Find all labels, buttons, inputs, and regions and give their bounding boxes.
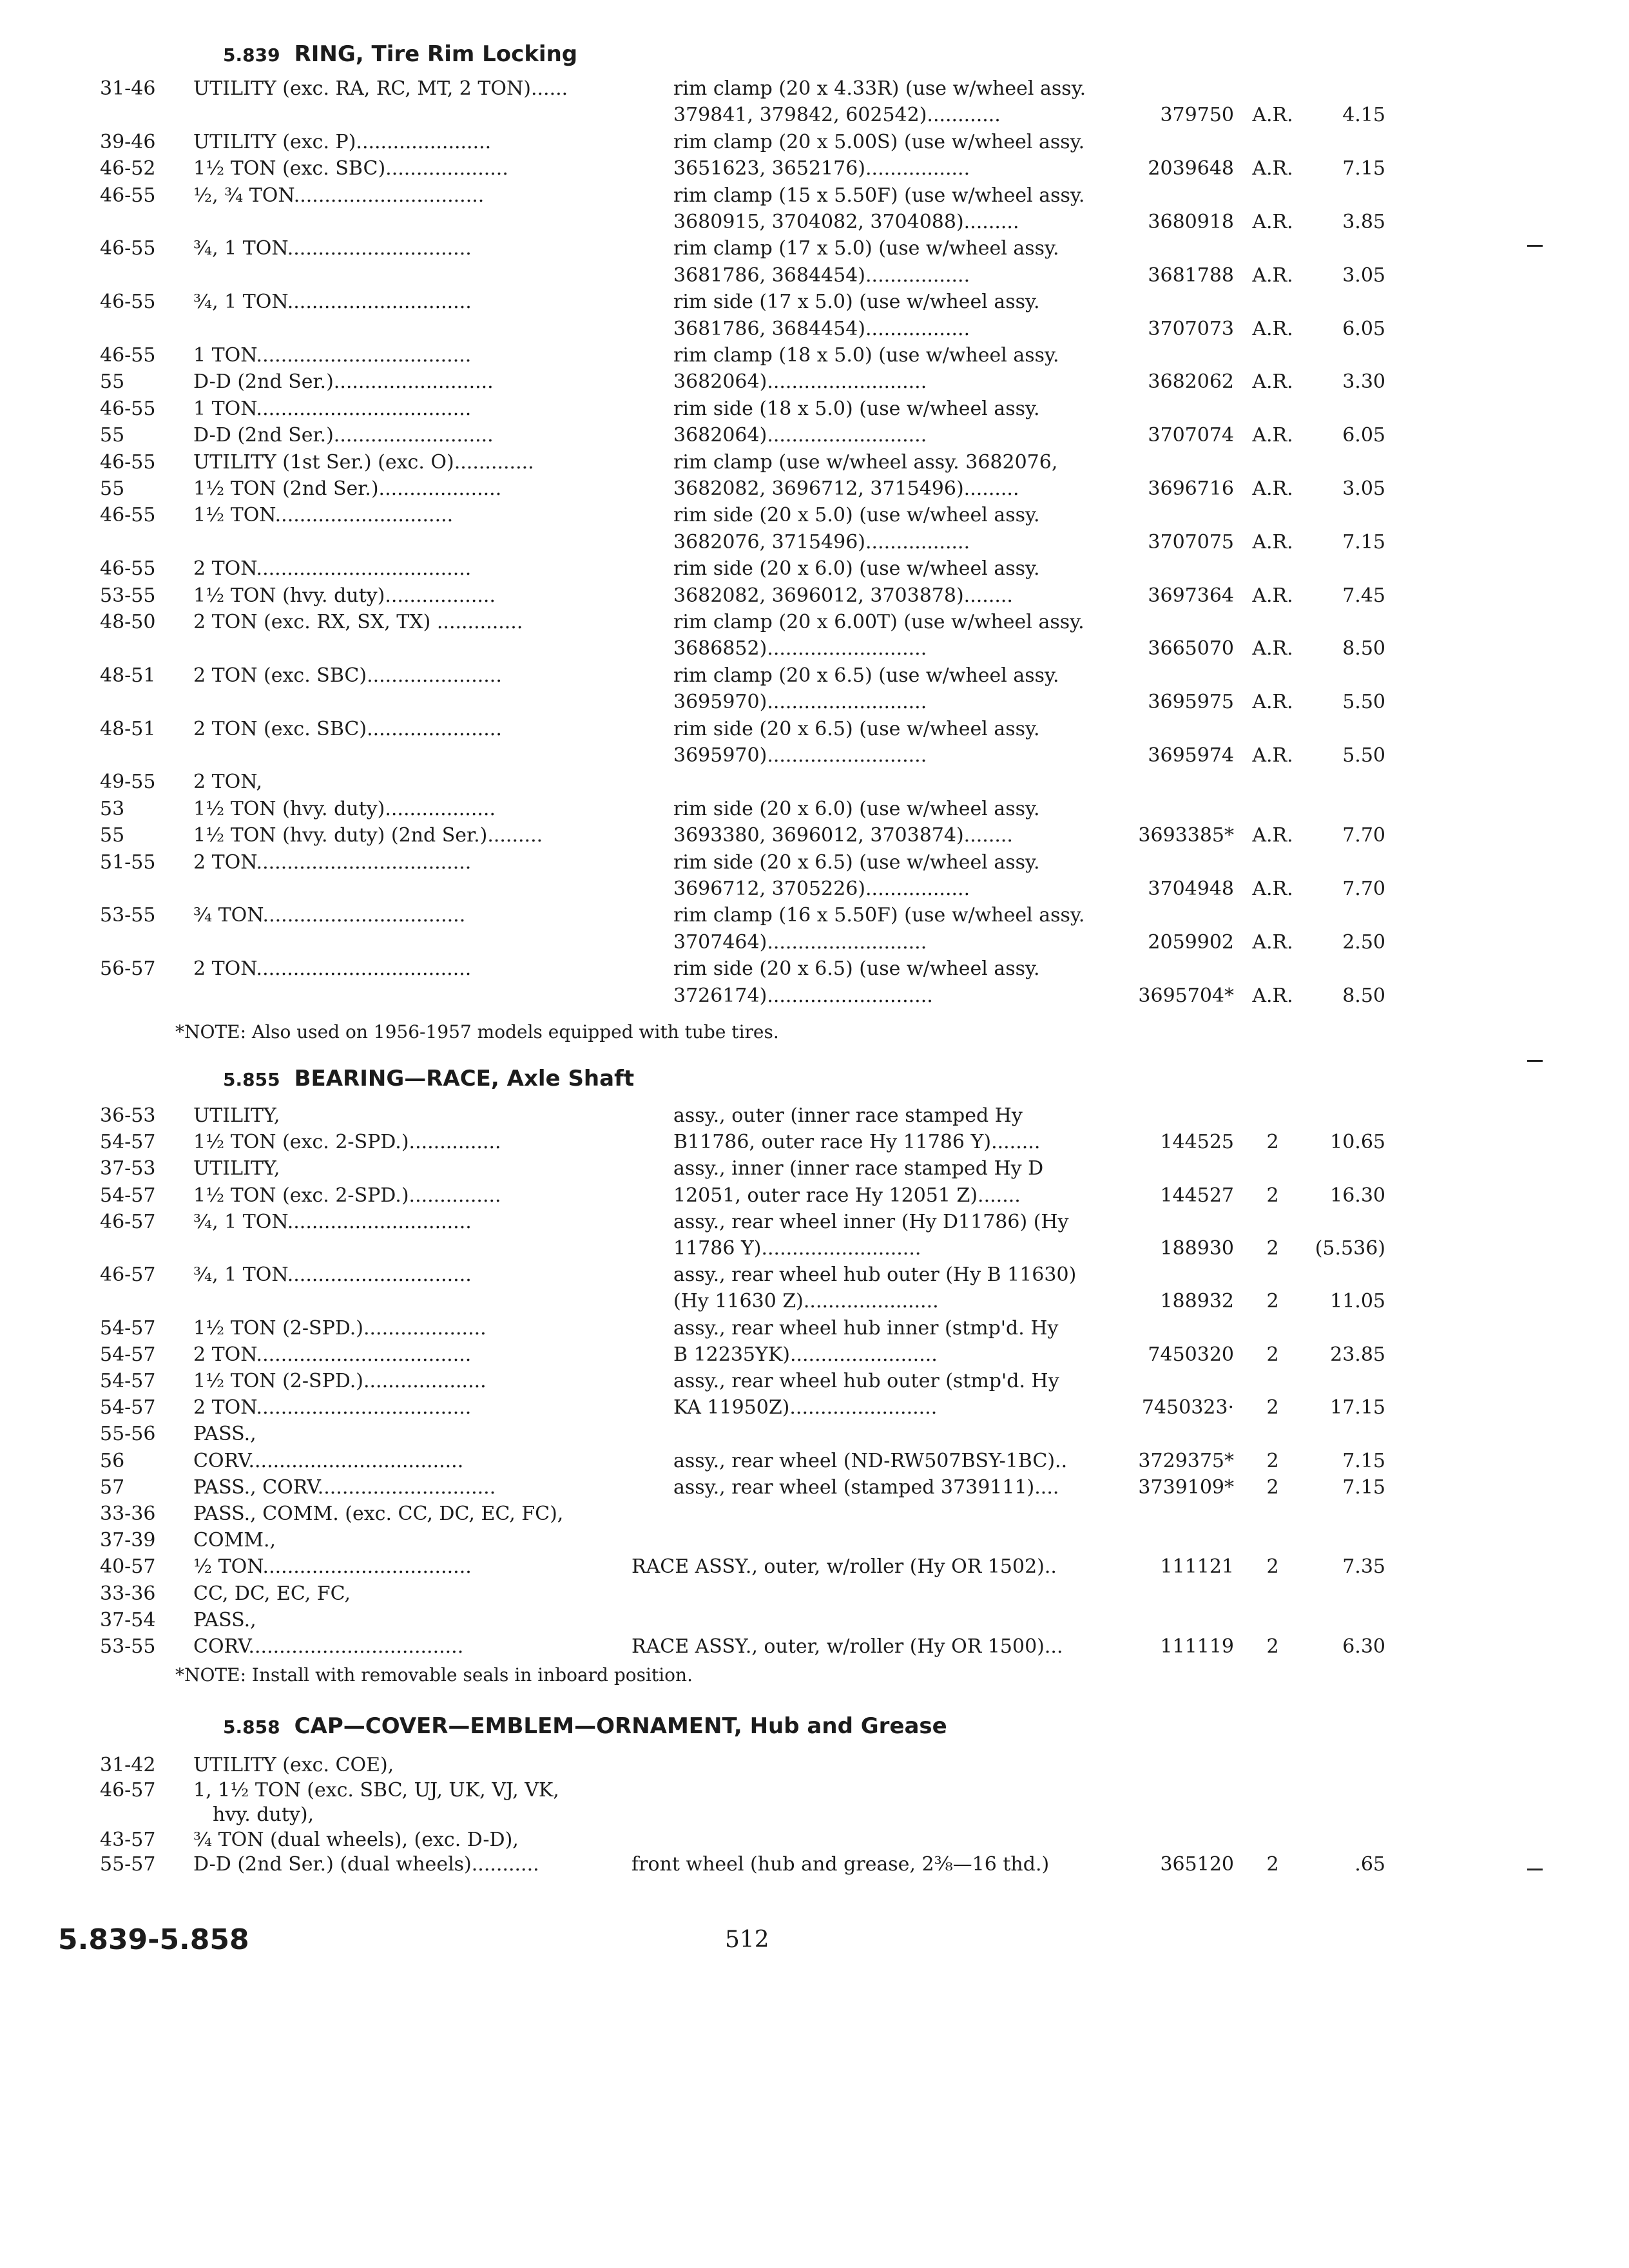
part-number: 188932 <box>1160 1290 1234 1313</box>
model-description: 2 TON................................... <box>193 957 472 981</box>
part-number: 111119 <box>1160 1635 1234 1658</box>
section-number: 5.855 <box>223 1069 280 1090</box>
model-years: 36-53 <box>100 1104 156 1127</box>
model-years: 31-42 <box>100 1754 156 1776</box>
quantity: A.R. <box>1252 104 1293 127</box>
model-years: 46-57 <box>100 1210 156 1233</box>
margin-tick-mark <box>1527 245 1543 247</box>
part-number: 3682062 <box>1148 370 1234 394</box>
part-description: rim clamp (use w/wheel assy. 3682076, <box>673 450 1058 474</box>
model-description: 2 TON................................... <box>193 1396 472 1419</box>
model-years: 55 <box>100 370 125 394</box>
model-years: 48-50 <box>100 611 156 633</box>
quantity: 2 <box>1266 1635 1279 1658</box>
quantity: A.R. <box>1252 317 1293 340</box>
model-description: 1½ TON (hvy. duty) (2nd Ser.)......... <box>193 824 543 847</box>
part-description: 3726174)........................... <box>673 984 933 1007</box>
margin-tick-mark <box>1527 1869 1543 1870</box>
model-description: ¾, 1 TON.............................. <box>193 1264 472 1287</box>
page-number: 512 <box>725 1927 769 1953</box>
model-description: D-D (2nd Ser.) (dual wheels)........... <box>193 1853 539 1876</box>
model-years: 54-57 <box>100 1316 156 1340</box>
part-description: assy., rear wheel hub outer (stmp'd. Hy <box>673 1370 1059 1392</box>
part-number: 3739109* <box>1138 1475 1234 1499</box>
quantity: A.R. <box>1252 584 1293 607</box>
model-description: 1 TON................................... <box>193 397 472 420</box>
part-description: rim clamp (17 x 5.0) (use w/wheel assy. <box>673 237 1059 260</box>
part-description: 379841, 379842, 602542)............ <box>673 104 1001 127</box>
part-description: 3680915, 3704082, 3704088)......... <box>673 211 1019 233</box>
part-description: assy., outer (inner race stamped Hy <box>673 1104 1023 1127</box>
quantity: 2 <box>1266 1184 1279 1207</box>
model-years: 48-51 <box>100 717 156 740</box>
quantity: A.R. <box>1252 530 1293 553</box>
model-years: 53-55 <box>100 584 156 607</box>
price: 3.05 <box>1342 477 1385 500</box>
section-number: 5.858 <box>223 1716 280 1738</box>
part-description: rim side (20 x 6.5) (use w/wheel assy. <box>673 717 1040 740</box>
part-number: 7450320 <box>1148 1343 1234 1366</box>
section-number: 5.839 <box>223 44 280 66</box>
price: 23.85 <box>1330 1343 1385 1366</box>
model-description: ¾ TON................................. <box>193 904 466 927</box>
model-description: UTILITY, <box>193 1157 280 1180</box>
model-description: CORV................................... <box>193 1635 464 1658</box>
model-description: 2 TON (exc. SBC)...................... <box>193 717 502 740</box>
model-years: 56 <box>100 1449 125 1472</box>
price: 3.30 <box>1342 370 1385 394</box>
model-description: ¾ TON (dual wheels), (exc. D-D), <box>193 1828 519 1851</box>
model-description: UTILITY (exc. COE), <box>193 1754 394 1776</box>
section-heading: BEARING—RACE, Axle Shaft <box>294 1066 635 1091</box>
price: 7.15 <box>1342 1449 1385 1472</box>
part-description: rim clamp (15 x 5.50F) (use w/wheel assy. <box>673 184 1085 207</box>
model-years: 46-55 <box>100 557 156 581</box>
part-number: 144527 <box>1160 1184 1234 1207</box>
model-description: 1½ TON (exc. SBC).................... <box>193 157 508 180</box>
part-number: 3665070 <box>1148 637 1234 660</box>
model-years: 54-57 <box>100 1343 156 1366</box>
part-description: rim side (18 x 5.0) (use w/wheel assy. <box>673 397 1040 420</box>
section-title <box>223 39 577 71</box>
part-number: 3729375* <box>1138 1449 1234 1472</box>
model-description: 1½ TON (2nd Ser.).................... <box>193 477 502 500</box>
model-description: D-D (2nd Ser.).......................... <box>193 370 494 394</box>
part-description: assy., rear wheel (stamped 3739111).... <box>673 1475 1059 1499</box>
part-number: 365120 <box>1160 1853 1234 1876</box>
part-number: 3707075 <box>1148 530 1234 553</box>
part-description: 3682082, 3696712, 3715496)......... <box>673 477 1019 500</box>
model-description: 1 TON................................... <box>193 344 472 367</box>
quantity: A.R. <box>1252 370 1293 394</box>
model-years: 46-55 <box>100 237 156 260</box>
model-years: 51-55 <box>100 850 156 874</box>
price: 7.15 <box>1342 157 1385 180</box>
model-description: UTILITY (exc. RA, RC, MT, 2 TON)...... <box>193 77 568 100</box>
model-years: 46-55 <box>100 397 156 420</box>
model-description: 2 TON (exc. RX, SX, TX) .............. <box>193 611 523 633</box>
quantity: 2 <box>1266 1853 1279 1876</box>
model-description: 1½ TON (exc. 2-SPD.)............... <box>193 1184 501 1207</box>
price: .65 <box>1354 1853 1385 1876</box>
model-years: 46-55 <box>100 504 156 527</box>
part-description: 3686852).......................... <box>673 637 927 660</box>
model-description: 2 TON (exc. SBC)...................... <box>193 664 502 687</box>
part-number: 3695975 <box>1148 691 1234 714</box>
model-description: CORV................................... <box>193 1449 464 1472</box>
model-years: 55 <box>100 824 125 847</box>
quantity: 2 <box>1266 1343 1279 1366</box>
quantity: A.R. <box>1252 424 1293 447</box>
model-years: 46-52 <box>100 157 156 180</box>
model-years: 55 <box>100 424 125 447</box>
part-description: rim clamp (20 x 5.00S) (use w/wheel assy. <box>673 130 1085 153</box>
model-description: 1, 1½ TON (exc. SBC, UJ, UK, VJ, VK, <box>193 1778 559 1802</box>
part-number: 3697364 <box>1148 584 1234 607</box>
price: 8.50 <box>1342 637 1385 660</box>
part-description: 3695970).......................... <box>673 691 927 714</box>
model-years: 43-57 <box>100 1828 156 1851</box>
model-years: 55-57 <box>100 1853 156 1876</box>
quantity: 2 <box>1266 1449 1279 1472</box>
part-number: 3696716 <box>1148 477 1234 500</box>
quantity: 2 <box>1266 1396 1279 1419</box>
model-years: 37-39 <box>100 1529 156 1552</box>
model-description: ¾, 1 TON.............................. <box>193 291 472 314</box>
model-years: 46-55 <box>100 450 156 474</box>
quantity: 2 <box>1266 1475 1279 1499</box>
model-years: 53-55 <box>100 1635 156 1658</box>
model-description: PASS., COMM. (exc. CC, DC, EC, FC), <box>193 1503 564 1525</box>
price: 7.35 <box>1342 1555 1385 1579</box>
part-number: 188930 <box>1160 1237 1234 1260</box>
model-description: 2 TON................................... <box>193 850 472 874</box>
price: 11.05 <box>1330 1290 1385 1313</box>
model-description: ½, ¾ TON............................... <box>193 184 485 207</box>
quantity: A.R. <box>1252 264 1293 287</box>
part-description: assy., rear wheel inner (Hy D11786) (Hy <box>673 1210 1069 1233</box>
model-years: 54-57 <box>100 1131 156 1154</box>
model-years: 40-57 <box>100 1555 156 1579</box>
part-number: 3681788 <box>1148 264 1234 287</box>
price: 4.15 <box>1342 104 1385 127</box>
model-years: 56-57 <box>100 957 156 981</box>
part-description: 3682064).......................... <box>673 424 927 447</box>
part-description: 12051, outer race Hy 12051 Z)....... <box>673 1184 1021 1207</box>
model-years: 49-55 <box>100 771 156 794</box>
model-years: 48-51 <box>100 664 156 687</box>
part-number: 3707074 <box>1148 424 1234 447</box>
part-description: rim clamp (20 x 4.33R) (use w/wheel assy. <box>673 77 1086 100</box>
part-description: rim side (20 x 5.0) (use w/wheel assy. <box>673 504 1040 527</box>
part-number: 3707073 <box>1148 317 1234 340</box>
model-years: 54-57 <box>100 1370 156 1392</box>
price: 7.70 <box>1342 878 1385 900</box>
price: 2.50 <box>1342 930 1385 954</box>
price: 3.05 <box>1342 264 1385 287</box>
section-note: *NOTE: Also used on 1956-1957 models equipped with tube tires. <box>175 1021 779 1043</box>
model-years: 37-54 <box>100 1608 156 1631</box>
part-description: B 12235YK)........................ <box>673 1343 938 1366</box>
part-number: 2059902 <box>1148 930 1234 954</box>
quantity: 2 <box>1266 1131 1279 1154</box>
model-years: 54-57 <box>100 1184 156 1207</box>
model-years: 31-46 <box>100 77 156 100</box>
price: 7.45 <box>1342 584 1385 607</box>
model-description: 1½ TON (hvy. duty).................. <box>193 797 496 820</box>
quantity: A.R. <box>1252 824 1293 847</box>
model-description: CC, DC, EC, FC, <box>193 1582 351 1605</box>
price: 6.30 <box>1342 1635 1385 1658</box>
part-number: 144525 <box>1160 1131 1234 1154</box>
model-description: 2 TON, <box>193 771 263 794</box>
part-description: assy., rear wheel hub outer (Hy B 11630) <box>673 1264 1077 1287</box>
part-number: 3680918 <box>1148 211 1234 233</box>
price: 6.05 <box>1342 424 1385 447</box>
model-description: 2 TON................................... <box>193 557 472 581</box>
part-description: rim side (17 x 5.0) (use w/wheel assy. <box>673 291 1040 314</box>
part-number: 3704948 <box>1148 878 1234 900</box>
part-description: 3682064).......................... <box>673 370 927 394</box>
model-years: 53 <box>100 797 125 820</box>
model-years: 39-46 <box>100 130 156 153</box>
quantity: 2 <box>1266 1290 1279 1313</box>
part-description: rim side (20 x 6.5) (use w/wheel assy. <box>673 850 1040 874</box>
model-years: 37-53 <box>100 1157 156 1180</box>
quantity: A.R. <box>1252 211 1293 233</box>
part-description: rim side (20 x 6.0) (use w/wheel assy. <box>673 557 1040 581</box>
model-description: UTILITY (1st Ser.) (exc. O)............. <box>193 450 534 474</box>
model-description: 1½ TON (2-SPD.).................... <box>193 1316 487 1340</box>
model-years: 46-55 <box>100 344 156 367</box>
quantity: A.R. <box>1252 477 1293 500</box>
model-years: 46-55 <box>100 291 156 314</box>
model-description: hvy. duty), <box>213 1803 314 1826</box>
price: 3.85 <box>1342 211 1385 233</box>
part-description: assy., inner (inner race stamped Hy D <box>673 1157 1044 1180</box>
model-description: PASS., CORV............................. <box>193 1475 496 1499</box>
section-title <box>223 1711 947 1743</box>
part-description: 3696712, 3705226)................. <box>673 878 970 900</box>
part-description: rim side (20 x 6.0) (use w/wheel assy. <box>673 797 1040 820</box>
price: 5.50 <box>1342 691 1385 714</box>
part-number: 3695704* <box>1138 984 1234 1007</box>
model-description: 1½ TON (hvy. duty).................. <box>193 584 496 607</box>
footer-section-range: 5.839-5.858 <box>58 1923 249 1956</box>
model-description: UTILITY, <box>193 1104 280 1127</box>
part-description: 3681786, 3684454)................. <box>673 317 970 340</box>
part-description: 11786 Y).......................... <box>673 1237 921 1260</box>
model-years: 46-57 <box>100 1778 156 1802</box>
section-note: *NOTE: Install with removable seals in inboard position. <box>175 1664 693 1686</box>
model-description: ¾, 1 TON.............................. <box>193 237 472 260</box>
model-years: 57 <box>100 1475 125 1499</box>
section-heading: RING, Tire Rim Locking <box>294 41 578 67</box>
margin-tick-mark <box>1527 1060 1543 1062</box>
part-number: 7450323· <box>1141 1396 1234 1419</box>
quantity: A.R. <box>1252 930 1293 954</box>
part-number: 2039648 <box>1148 157 1234 180</box>
model-description: 2 TON................................... <box>193 1343 472 1366</box>
model-description: 1½ TON (2-SPD.).................... <box>193 1370 487 1392</box>
price: 7.70 <box>1342 824 1385 847</box>
model-description: 1½ TON (exc. 2-SPD.)............... <box>193 1131 501 1154</box>
quantity: A.R. <box>1252 984 1293 1007</box>
price: 17.15 <box>1330 1396 1385 1419</box>
part-description: rim side (20 x 6.5) (use w/wheel assy. <box>673 957 1040 981</box>
model-years: 46-57 <box>100 1264 156 1287</box>
model-description: PASS., <box>193 1608 256 1631</box>
part-description: front wheel (hub and grease, 2⅜—16 thd.) <box>631 1853 1050 1876</box>
quantity: A.R. <box>1252 157 1293 180</box>
part-description: 3651623, 3652176)................. <box>673 157 970 180</box>
part-description: rim clamp (18 x 5.0) (use w/wheel assy. <box>673 344 1059 367</box>
price: 10.65 <box>1330 1131 1385 1154</box>
price: 16.30 <box>1330 1184 1385 1207</box>
part-number: 3695974 <box>1148 744 1234 767</box>
part-description: B11786, outer race Hy 11786 Y)........ <box>673 1131 1041 1154</box>
model-description: COMM., <box>193 1529 276 1552</box>
part-number: 111121 <box>1160 1555 1234 1579</box>
model-years: 46-55 <box>100 184 156 207</box>
part-description: assy., rear wheel hub inner (stmp'd. Hy <box>673 1316 1059 1340</box>
quantity: 2 <box>1266 1555 1279 1579</box>
part-description: 3707464).......................... <box>673 930 927 954</box>
model-years: 33-36 <box>100 1503 156 1525</box>
part-description: rim clamp (16 x 5.50F) (use w/wheel assy. <box>673 904 1085 927</box>
model-years: 33-36 <box>100 1582 156 1605</box>
price: (5.536) <box>1315 1237 1385 1260</box>
model-description: ¾, 1 TON.............................. <box>193 1210 472 1233</box>
part-number: 379750 <box>1160 104 1234 127</box>
part-description: 3693380, 3696012, 3703874)........ <box>673 824 1013 847</box>
quantity: A.R. <box>1252 878 1293 900</box>
model-description: D-D (2nd Ser.).......................... <box>193 424 494 447</box>
section-title <box>223 1063 634 1095</box>
part-number: 3693385* <box>1138 824 1234 847</box>
part-description: 3681786, 3684454)................. <box>673 264 970 287</box>
section-heading: CAP—COVER—EMBLEM—ORNAMENT, Hub and Grease <box>294 1713 947 1739</box>
price: 7.15 <box>1342 1475 1385 1499</box>
part-description: rim clamp (20 x 6.00T) (use w/wheel assy. <box>673 611 1084 633</box>
quantity: 2 <box>1266 1237 1279 1260</box>
model-years: 55 <box>100 477 125 500</box>
part-description: 3682076, 3715496)................. <box>673 530 970 553</box>
part-description: rim clamp (20 x 6.5) (use w/wheel assy. <box>673 664 1059 687</box>
model-years: 53-55 <box>100 904 156 927</box>
model-description: ½ TON.................................. <box>193 1555 472 1579</box>
model-description: UTILITY (exc. P)...................... <box>193 130 492 153</box>
quantity: A.R. <box>1252 691 1293 714</box>
price: 6.05 <box>1342 317 1385 340</box>
quantity: A.R. <box>1252 744 1293 767</box>
part-description: 3695970).......................... <box>673 744 927 767</box>
price: 5.50 <box>1342 744 1385 767</box>
price: 7.15 <box>1342 530 1385 553</box>
part-description: RACE ASSY., outer, w/roller (Hy OR 1500)... <box>631 1635 1063 1658</box>
part-description: (Hy 11630 Z)...................... <box>673 1290 939 1313</box>
quantity: A.R. <box>1252 637 1293 660</box>
price: 8.50 <box>1342 984 1385 1007</box>
part-description: RACE ASSY., outer, w/roller (Hy OR 1502).. <box>631 1555 1057 1579</box>
part-description: KA 11950Z)........................ <box>673 1396 938 1419</box>
model-description: PASS., <box>193 1423 256 1446</box>
model-years: 55-56 <box>100 1423 156 1446</box>
model-years: 54-57 <box>100 1396 156 1419</box>
part-description: assy., rear wheel (ND-RW507BSY-1BC).. <box>673 1449 1068 1472</box>
part-description: 3682082, 3696012, 3703878)........ <box>673 584 1013 607</box>
model-description: 1½ TON............................. <box>193 504 454 527</box>
